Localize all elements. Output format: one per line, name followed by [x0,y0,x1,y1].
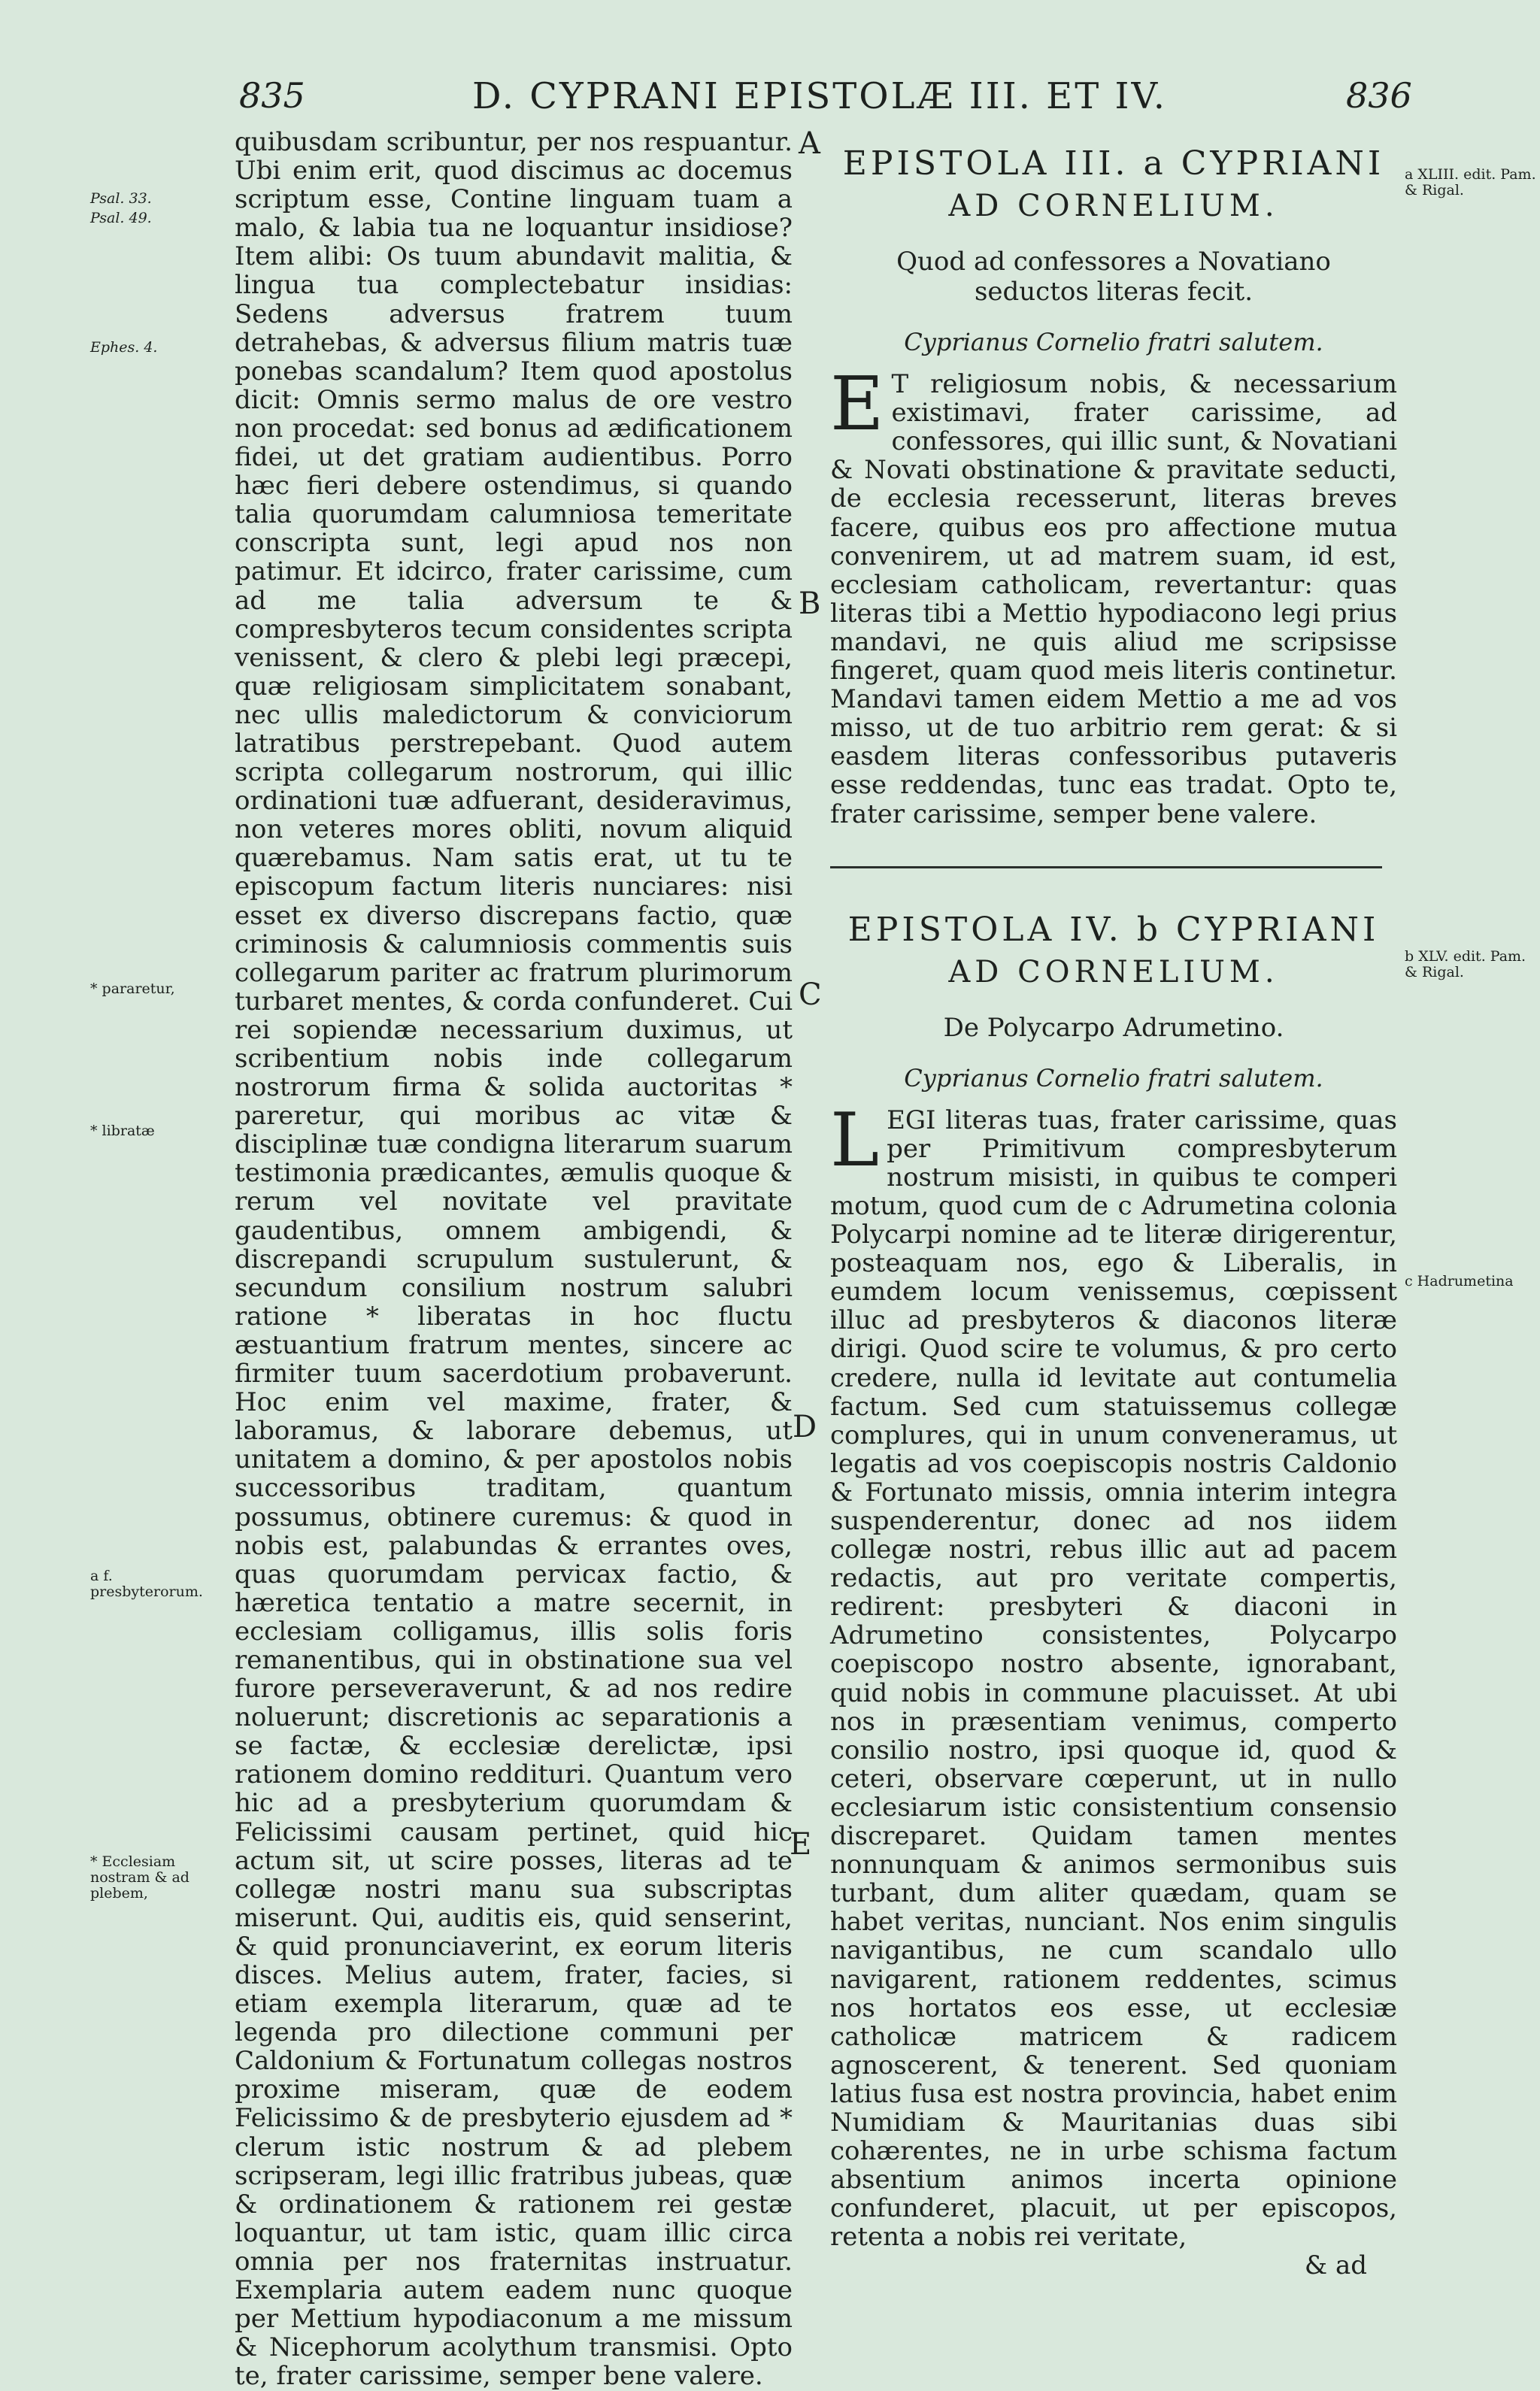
epistola-4 [830,909,1397,2280]
section-letter-a: A [799,126,820,161]
epistola-3 [830,143,1397,829]
epistola-4-title: EPISTOLA IV. b CYPRIANI [847,910,1380,949]
margin-note-pararetur: * pararetur, [90,980,175,997]
section-letter-b: B [799,586,821,621]
epistola-3-summary: Quod ad confessores a Novatiano seductos literas fecit. [896,247,1331,307]
page-number-left: 835 [239,75,305,116]
epistola-4-body: LEGI literas tuas, frater carissime, quas per Primitivum compresbyterum nostrum misisti, in quibus te comperi motum, quod cum de c Adrumetina colonia Polycarpi nomine ad te literæ dirigerentur, posteaquam nos, ego & Liberalis, in eumdem locum venissemus, cœpissent illuc ad presbyteros & diaconos literæ dirigi. Quod scire te volumus, & pro certo credere, nulla id levitate aut contumelia factum. Sed cum statuissemus collegæ complures, qui in unum conveneramus, ut legatis ad vos coepiscopis nostris Caldonio & Fortunato missis, omnia interim integra suspenderentur, donec ad nos iidem collegæ nostri, rebus illic aut ad pacem redactis, aut pro veritate compertis, redirent: presbyteri & diaconi in Adrumetino consistentes, Polycarpo coepiscopo nostro absente, ignorabant, quid nobis in commune placuisset. At ubi nos in præsentiam venimus, comperto consilio nostro, ipsi quoque id, quod & ceteri, observare cœperunt, ut in nullo ecclesiarum istic consistentium consensio discreparet. Quidam tamen mentes nonnunquam & animos sermonibus suis turbant, dum aliter quædam, quam se habet veritas, nunciant. Nos enim singulis navigantibus, ne cum scandalo ullo navigarent, rationem reddentes, scimus nos hortatos eos esse, ut ecclesiæ catholicæ matricem & radicem agnoscerent, & tenerent. Sed quoniam latius fusa est nostra provincia, habet enim Numidiam & Mauritanias duas sibi cohærentes, ne in urbe schisma factum absentium animos incerta opinione confunderet, placuit, ut per episcopos, retenta a nobis rei veritate, [830,1097,1397,2253]
epistola-4-salute: Cyprianus Cornelio fratri salutem. [904,1063,1323,1092]
page-number-right: 836 [1346,75,1412,116]
left-column-text: quibusdam scribuntur, per nos respuantur. Ubi enim erit, quod discimus ac docemus scriptum esse, Contine linguam tuam a malo, & labia tua ne loquantur insidiose? Item alibi: Os tuum abundavit malitia, & lingua tua complectebatur insidias: Sedens adversus fratrem tuum detrahebas, & adversus filium matris tuæ ponebas scandalum? Item quod apostolus dicit: Omnis sermo malus de ore vestro non procedat: sed bonus ad ædificationem fidei, ut det gratiam audientibus. Porro hæc fieri debere ostendimus, si quando talia quorumdam calumniosa temeritate conscripta sunt, legi apud nos non patimur. Et idcirco, frater carissime, cum ad me talia adversum te & compresbyteros tecum considentes scripta venissent, & clero & plebi legi præcepi, quæ religiosam simplicitatem sonabant, nec ullis maledictorum & conviciorum latratibus perstrepebant. Quod autem scripta collegarum nostrorum, qui illic ordinationi tuæ adfuerant, desideravimus, non veteres mores obliti, novum aliquid quærebamus. Nam satis erat, ut tu te episcopum factum literis nunciares: nisi esset ex diverso discrepans factio, quæ criminosis & calumniosis commentis suis collegarum pariter ac fratrum plurimorum turbaret mentes, & corda confunderet. Cui rei sopiendæ necessarium duximus, ut scribentium nobis inde collegarum nostrorum firma & solida auctoritas * pareretur, qui moribus ac vitæ & disciplinæ tuæ condigna literarum suarum testimonia prædicantes, æmulis quoque & rerum vel novitate vel pravitate gaudentibus, omnem ambigendi, & discrepandi scrupulum sustulerunt, & secundum consilium nostrum salubri ratione * liberatas in hoc fluctu æstuantium fratrum mentes, sincere ac firmiter tuum sacerdotium probaverunt. Hoc enim vel maxime, frater, & laboramus, & laborare debemus, ut unitatem a domino, & per apostolos nobis successoribus traditam, quantum possumus, obtinere curemus: & quod in nobis est, palabundas & errantes oves, quas quorumdam pervicax factio, & hæretica tentatio a matre secernit, in ecclesiam colligamus, illis solis foris remanentibus, qui in obstinatione sua vel furore perseveraverunt, & ad nos redire noluerunt; discretionis ac separationis a se factæ, & ecclesiæ derelictæ, ipsi rationem domino reddituri. Quantum vero hic ad a presbyterium quorumdam & Felicissimi causam pertinet, quid hic actum sit, ut scire posses, literas ad te collegæ nostri manu sua subscriptas miserunt. Qui, auditis eis, quid senserint, & quid pronunciaverint, ex eorum literis disces. Melius autem, frater, facies, si etiam exempla literarum, quæ ad te legenda pro dilectione communi per Caldonium & Fortunatum collegas nostros proxime miseram, quæ de eodem Felicissimo & de presbyterio ejusdem ad * clerum istic nostrum & ad plebem scripseram, legi illic fratribus jubeas, quæ & ordinationem & rationem rei gestæ loquantur, ut tam istic, quam illic circa omnia per nos fraternitas instruatur. Exemplaria autem eadem nunc quoque per Mettium hypodiaconum a me missum & Nicephorum acolythum transmisi. Opto te, frater carissime, semper bene valere. [235,127,793,2391]
margin-note-ephes4: Ephes. 4. [90,339,158,356]
left-column [235,128,793,2390]
section-letter-d: D [793,1410,817,1444]
right-column [830,143,1397,2280]
running-title: D. CYPRANI EPISTOLÆ III. ET IV. [472,75,1167,117]
epistola-3-title: EPISTOLA III. a CYPRIANI [842,144,1385,183]
margin-note-libratae: * libratæ [90,1123,155,1139]
margin-note-c: c Hadrumetina [1405,1273,1514,1289]
epistola-3-body: ET religiosum nobis, & necessarium existimavi, frater carissime, ad confessores, qui illic sunt, & Novatiani & Novati obstinatione & pravitate seducti, de ecclesia recesserunt, literas breves facere, quibus eos pro affectione mutua convenirem, ut ad matrem suam, id est, ecclesiam catholicam, revertantur: quas literas tibi a Mettio hypodiacono legi prius mandavi, ne quis aliud me scripsisse fingeret, quam quod meis literis continetur. Mandavi tamen eidem Mettio a me ad vos misso, ut de tuo arbitrio rem gerat: & si easdem literas confessoribus putaveris esse reddendas, tunc eas tradat. Opto te, frater carissime, semper bene valere. [830,362,1397,829]
margin-note-b: b XLV. edit. Pam. & Rigal. [1405,948,1526,980]
epistola-4-summary: De Polycarpo Adrumetino. [943,1012,1284,1043]
margin-note-psal49: Psal. 49. [90,210,152,226]
section-letter-c: C [799,977,822,1012]
section-letter-e: E [790,1827,812,1862]
epistola-4-addressee: AD CORNELIUM. [948,954,1279,989]
section-divider [830,866,1382,868]
margin-note-a: a XLIII. edit. Pam. & Rigal. [1405,166,1536,198]
margin-note-psal33: Psal. 33. [90,190,152,207]
page-header [0,75,1540,120]
epistola-3-addressee: AD CORNELIUM. [948,189,1279,223]
margin-note-ecclesiam: * Ecclesiam nostram & ad plebem, [90,1853,189,1902]
margin-note-presbyterorum: a f. presbyterorum. [90,1568,203,1600]
epistola-3-salute: Cyprianus Cornelio fratri salutem. [904,328,1323,356]
catchword: & ad [1304,2250,1367,2281]
